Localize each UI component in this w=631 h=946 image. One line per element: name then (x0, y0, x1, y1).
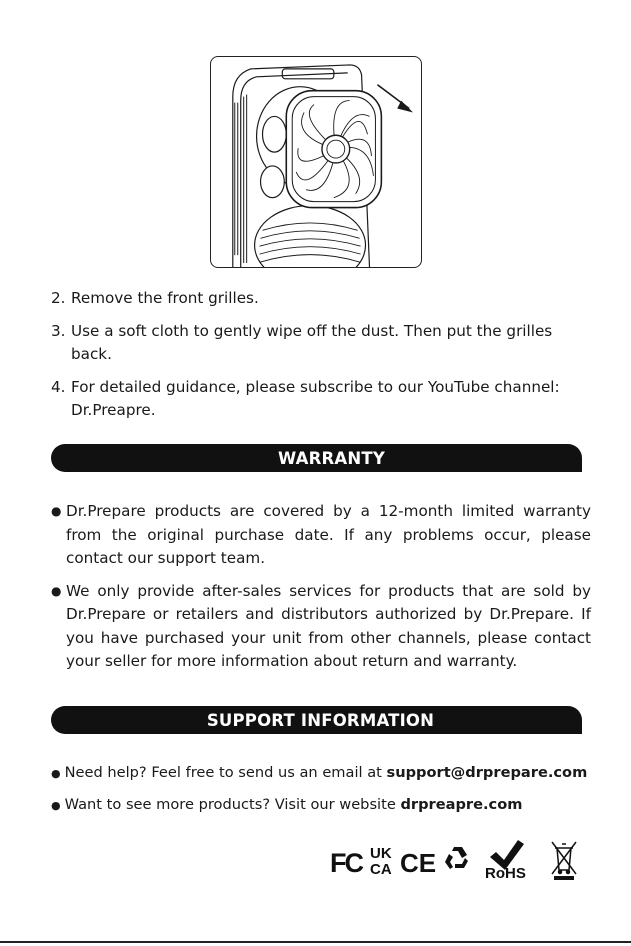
rohs-mark: RoHS (485, 865, 526, 880)
bullet-icon: ● (51, 767, 61, 780)
list-item (51, 500, 591, 571)
ukca-mark-bottom: CA (370, 861, 392, 878)
step-text: For detailed guidance, please subscribe to our YouTube channel: Dr.Preapre. (71, 378, 560, 419)
bullet-icon: ● (51, 799, 61, 812)
list-item (51, 763, 596, 784)
page-bottom-rule (0, 941, 631, 943)
step-item (51, 320, 591, 366)
warranty-text: We only provide after-sales services for products that are sold by Dr.Prepare or retailers and distributors authorized by Dr.Prepare. If you have purchased your unit from other channels, please contact your seller for more information about return and warranty. (66, 581, 591, 670)
bullet-icon: ● (51, 583, 62, 598)
list-item (51, 795, 596, 816)
certification-marks (328, 838, 578, 880)
website-link[interactable]: drpreapre.com (400, 796, 523, 813)
list-item (51, 580, 591, 674)
ce-mark: CE (400, 848, 437, 878)
website-prompt: Want to see more products? Visit our website (64, 796, 401, 813)
step-text: Remove the front grilles. (71, 289, 259, 307)
step-number: 2. (51, 289, 66, 307)
warranty-heading: WARRANTY (51, 444, 582, 472)
cleaning-steps (51, 287, 591, 432)
ukca-mark-top: UK (370, 845, 392, 862)
fcc-mark: FC (330, 848, 362, 878)
bullet-icon: ● (51, 504, 62, 518)
recycle-icon (445, 847, 468, 869)
step-item (51, 287, 591, 310)
support-list (51, 763, 596, 827)
grille-removal-illustration (210, 56, 422, 268)
weee-bin-icon (552, 842, 576, 874)
support-heading: SUPPORT INFORMATION (51, 706, 582, 734)
step-item (51, 376, 591, 422)
step-text: Use a soft cloth to gently wipe off the dust. Then put the grilles back. (71, 322, 553, 363)
warranty-text: Dr.Prepare products are covered by a 12-month limited warranty from the original purchase date. If any problems occur, please contact our support team. (66, 502, 591, 567)
step-number: 4. (51, 378, 66, 396)
support-email-link[interactable]: support@drprepare.com (386, 764, 588, 781)
step-number: 3. (51, 322, 66, 340)
warranty-list (51, 500, 591, 683)
email-prompt: Need help? Feel free to send us an email at (64, 764, 387, 781)
